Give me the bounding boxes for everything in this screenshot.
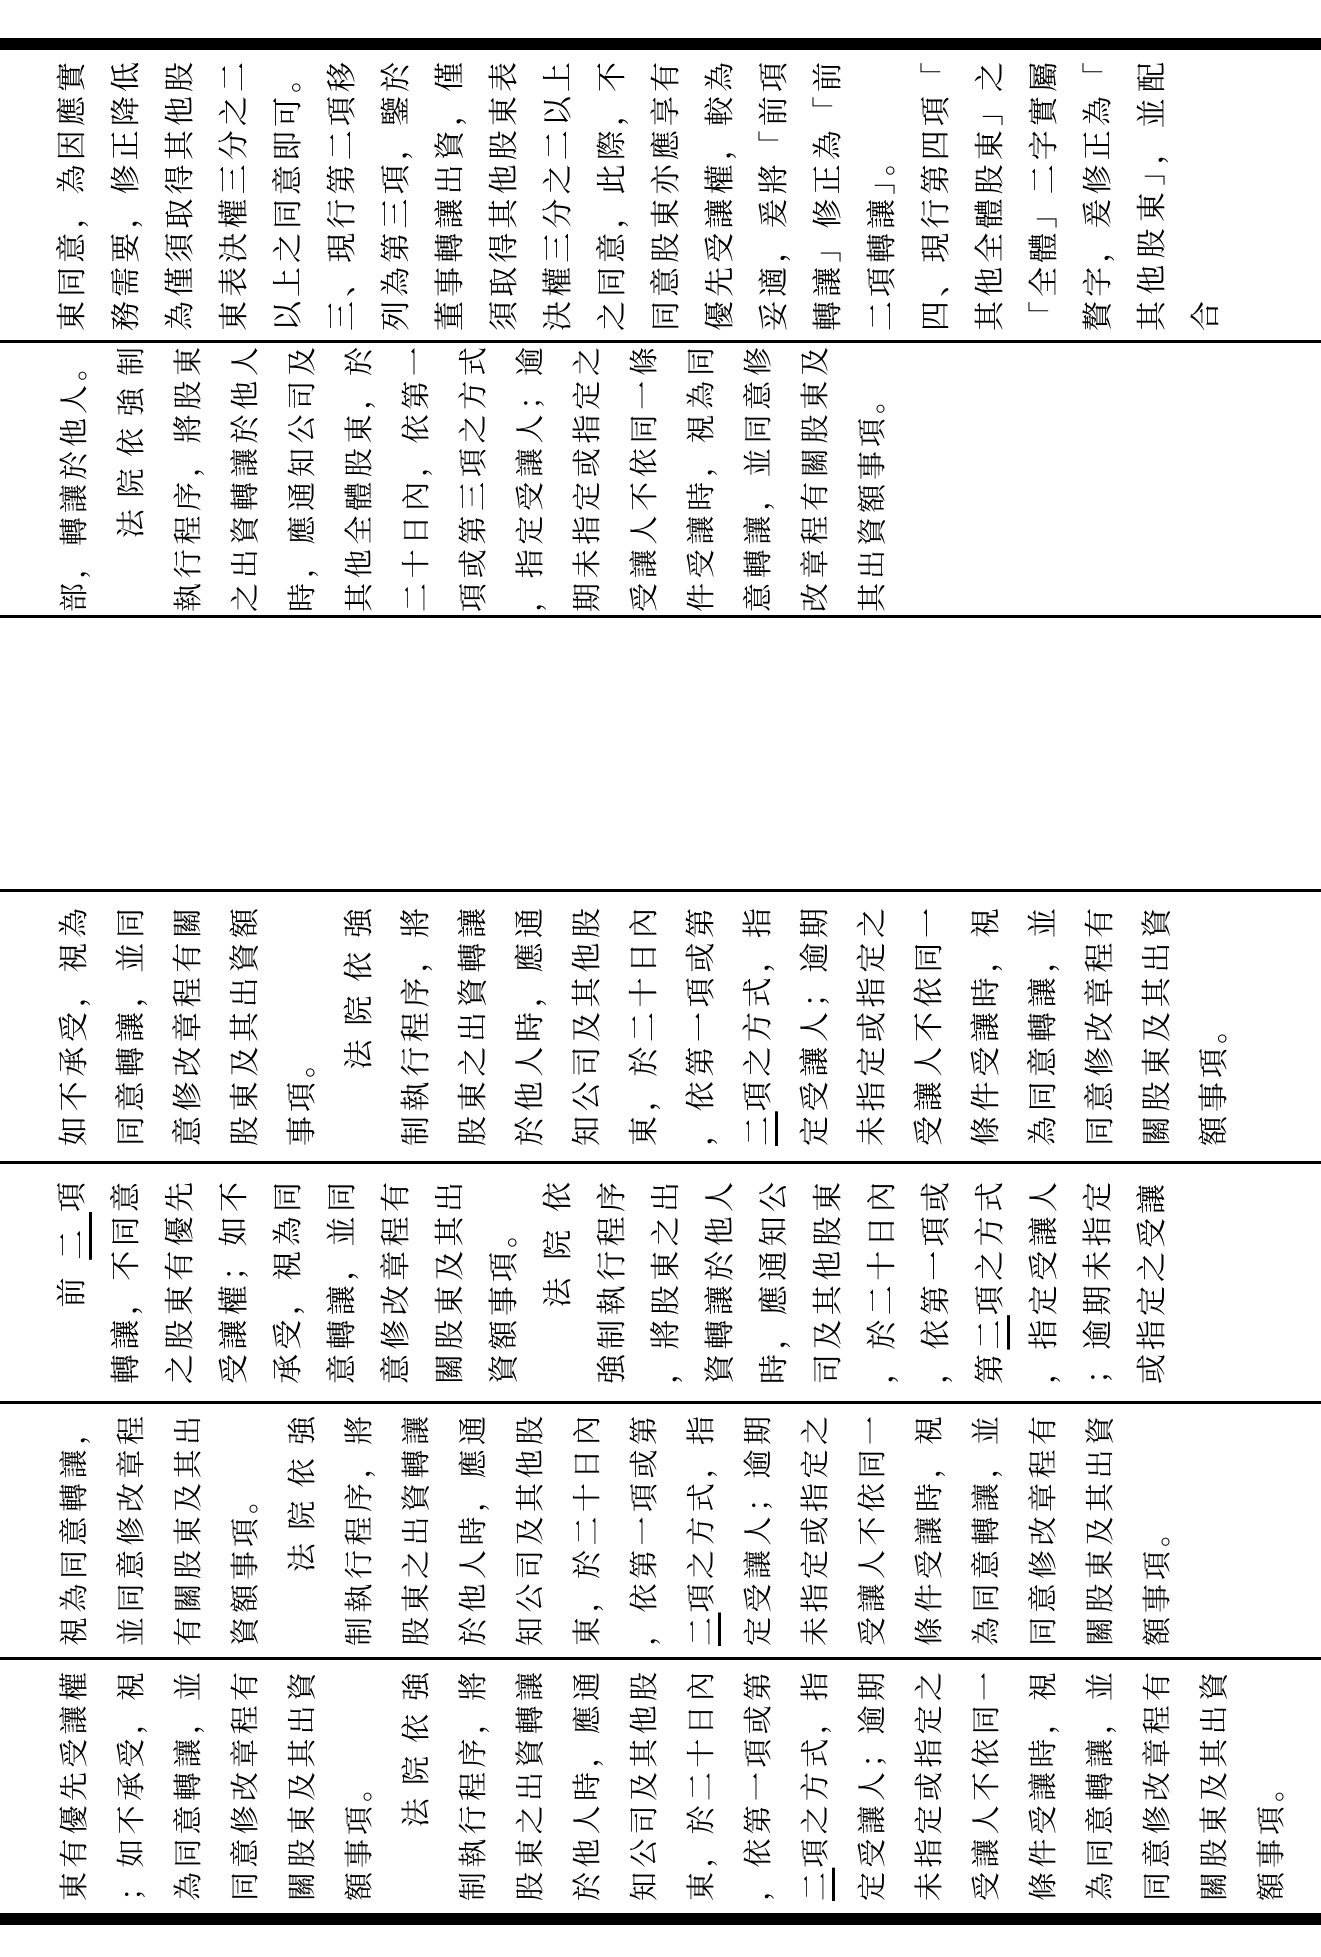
amended-text-mark: 二 [973, 1315, 1008, 1350]
table-cell-band-1 [0, 50, 1321, 341]
text-run: 項之方式，指定受讓人；逾期未指定或指定之受讓人不依同一條件受讓時，視為同意轉讓，並同意修改章程有關股東及其出資額事項。 [798, 1668, 1288, 1901]
text-run: 法院依強制執行程序，將股東之出資轉讓於他人時，應通知公司及其他股東，於二十日內，依第一項或第 [399, 1668, 775, 1901]
table-cell-band-5 [0, 1162, 1321, 1402]
text-run: 前 [55, 1259, 90, 1308]
amended-text-mark: 二 [798, 1867, 832, 1901]
table-cell-band-7 [0, 1658, 1321, 1913]
paragraph [331, 904, 1243, 1146]
text-run: 法院依強制執行程序，將股東之出資轉讓於他人時，應通知公司及其他股東，於二十日內，依第一項或第 [285, 1412, 661, 1646]
paragraph [46, 1178, 532, 1384]
paragraph [46, 1668, 388, 1901]
text-run: 項之方式，指定受讓人；逾期未指定或指定之受讓人不依同一條件受讓時，視為同意轉讓，並同意修改章程有關股東及其出資額事項。 [741, 903, 1232, 1146]
amended-text-mark: 二 [55, 1212, 90, 1260]
paragraph [274, 1412, 1186, 1646]
paragraph [46, 343, 103, 612]
table-cell-band-6 [0, 1402, 1321, 1658]
paragraph [46, 1412, 274, 1646]
paragraph [46, 58, 316, 331]
paragraph [532, 1178, 1180, 1384]
text-run: 部，轉讓於他人。 [57, 347, 91, 612]
paragraph [316, 58, 910, 331]
amended-text-mark: 二 [684, 1612, 718, 1646]
paragraph [103, 343, 901, 612]
text-run: 項轉讓，不同意之股東有優先受讓權；如不承受，視為同意轉讓，並同意修改章程有關股東及其出資額事項。 [55, 1178, 522, 1384]
table-border-right [0, 38, 1321, 50]
amended-text-mark: 二 [741, 1111, 776, 1146]
paragraph [388, 1668, 1300, 1901]
text-run: 項之方式，指定受讓人；逾期未指定或指定之受讓人不依同一條件受讓時，視為同意轉讓，並同意修改章程有關股東及其出資額事項。 [684, 1412, 1174, 1646]
paragraph [46, 904, 331, 1146]
text-run: 東有優先受讓權；如不承受，視為同意轉讓，並同意修改章程有關股東及其出資額事項。 [57, 1668, 376, 1901]
text-run: 四、現行第四項「其他全體股東」之「全體」二字實屬贅字，爰修正為「其他股東」，並配合 [919, 58, 1224, 331]
text-run: 視為同意轉讓，並同意修改章程有關股東及其出資額事項。 [57, 1412, 262, 1646]
text-run: 東同意，為因應實務需要，修正降低為僅須取得其他股東表決權三分之二以上之同意即可。 [55, 58, 306, 331]
text-run: 法院依強制執行程序，將股東之出資轉讓於他人時，應通知公司及其他股東，於二十日內，依第一項或第 [342, 904, 719, 1146]
text-run: 項之方式，指定受讓人；逾期未指定或指定之受讓 [973, 1177, 1170, 1384]
text-run: 如不承受，視為同意轉讓，並同意修改章程有關股東及其出資額事項。 [57, 904, 320, 1146]
text-run: 法院依強制執行程序，將股東之出資轉讓於他人時，應通知公司及其他股東，於二十日內，依第一項或第 [541, 1178, 1008, 1384]
text-run: 法院依強制執行程序，將股東之出資轉讓於他人時，應通知公司及其他全體股東，於二十日內，依第一項或第三項之方式，指定受讓人；逾期未指定或指定之受讓人不依同一條件受讓時，視為同意轉讓，並同意修改章程有關股東及其出資額事項。 [114, 343, 889, 612]
table-border-left [0, 1913, 1321, 1925]
text-run: 三、現行第二項移列為第三項，鑒於董事轉讓出資，僅須取得其他股東表決權三分之二以上之同意，此際，不同意股東亦應享有優先受讓權，較為妥適，爰將「前項轉讓」修正為「前二項轉讓」。 [325, 58, 900, 331]
paragraph [910, 58, 1234, 331]
table-cell-band-3-empty [0, 616, 1321, 890]
table-cell-band-4 [0, 890, 1321, 1162]
table-cell-band-2 [0, 341, 1321, 616]
